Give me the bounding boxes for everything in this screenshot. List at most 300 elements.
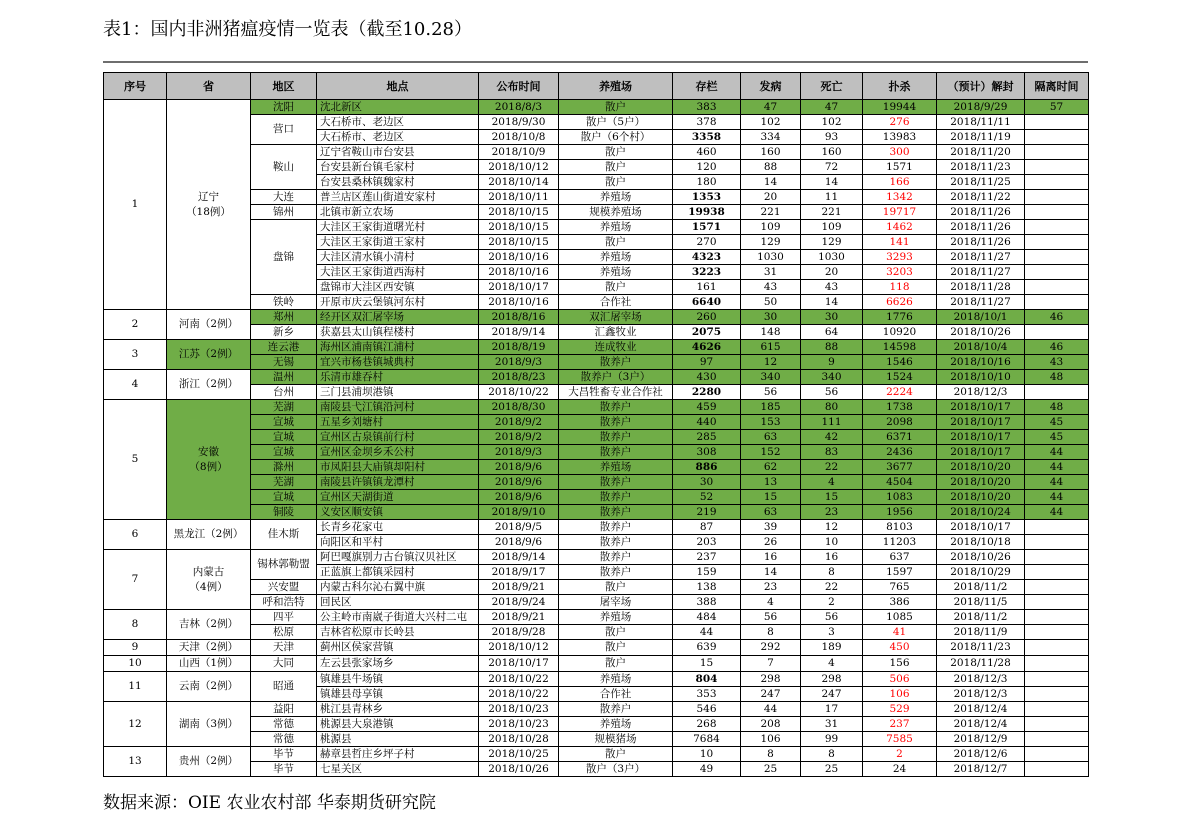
cell-farm-type: 散户 bbox=[559, 100, 673, 115]
cell-announce-date: 2018/10/17 bbox=[479, 656, 559, 672]
cell-unseal-date: 2018/12/9 bbox=[937, 732, 1025, 747]
cell-quarantine-days bbox=[1025, 762, 1089, 777]
cell-quarantine-days bbox=[1025, 687, 1089, 702]
cell-announce-date: 2018/10/8 bbox=[479, 130, 559, 145]
cell-sick: 106 bbox=[741, 732, 801, 747]
cell-culled: 637 bbox=[863, 550, 937, 565]
cell-province bbox=[167, 640, 251, 656]
cell-announce-date: 2018/8/23 bbox=[479, 370, 559, 385]
cell-region: 大同 bbox=[251, 656, 317, 672]
cell-sick: 109 bbox=[741, 220, 801, 235]
cell-farm-type: 散户 bbox=[559, 145, 673, 160]
cell-stock: 4323 bbox=[673, 250, 741, 265]
cell-unseal-date: 2018/11/28 bbox=[937, 656, 1025, 672]
cell-sick: 292 bbox=[741, 640, 801, 656]
cell-region: 天津 bbox=[251, 640, 317, 656]
province-label-line: （4例） bbox=[189, 580, 228, 593]
cell-culled: 1546 bbox=[863, 355, 937, 370]
cell-culled: 506 bbox=[863, 672, 937, 687]
cell-quarantine-days: 46 bbox=[1025, 310, 1089, 325]
cell-announce-date: 2018/9/14 bbox=[479, 325, 559, 340]
cell-dead: 12 bbox=[801, 520, 863, 535]
cell-sick: 23 bbox=[741, 580, 801, 595]
cell-stock: 804 bbox=[673, 672, 741, 687]
cell-quarantine-days bbox=[1025, 295, 1089, 310]
header-stock: 存栏 bbox=[673, 73, 741, 100]
cell-sick: 43 bbox=[741, 280, 801, 295]
cell-announce-date: 2018/8/3 bbox=[479, 100, 559, 115]
cell-farm-type: 散养户 bbox=[559, 550, 673, 565]
cell-dead: 56 bbox=[801, 610, 863, 625]
cell-sick: 39 bbox=[741, 520, 801, 535]
cell-place: 正蓝旗上都镇采园村 bbox=[317, 565, 479, 580]
cell-dead: 22 bbox=[801, 580, 863, 595]
cell-farm-type: 散户 bbox=[559, 625, 673, 640]
cell-culled: 7585 bbox=[863, 732, 937, 747]
table-row bbox=[104, 520, 1089, 535]
cell-culled: 8103 bbox=[863, 520, 937, 535]
table-row bbox=[104, 220, 1089, 235]
cell-unseal-date: 2018/10/16 bbox=[937, 355, 1025, 370]
cell-unseal-date: 2018/11/27 bbox=[937, 250, 1025, 265]
province-label-line: 贵州（2例） bbox=[178, 755, 239, 767]
cell-serial-no: 13 bbox=[104, 747, 167, 777]
cell-place: 乐清市雄吞村 bbox=[317, 370, 479, 385]
cell-dead: 8 bbox=[801, 565, 863, 580]
header-dead: 死亡 bbox=[801, 73, 863, 100]
cell-place: 沈北新区 bbox=[317, 100, 479, 115]
cell-unseal-date: 2018/10/17 bbox=[937, 445, 1025, 460]
cell-sick: 56 bbox=[741, 385, 801, 400]
table-row bbox=[104, 385, 1089, 400]
cell-region: 常德 bbox=[251, 732, 317, 747]
cell-region: 郑州 bbox=[251, 310, 317, 325]
table-row bbox=[104, 205, 1089, 220]
cell-culled: 1462 bbox=[863, 220, 937, 235]
cell-dead: 8 bbox=[801, 747, 863, 762]
cell-quarantine-days bbox=[1025, 625, 1089, 640]
cell-stock: 49 bbox=[673, 762, 741, 777]
cell-region: 无锡 bbox=[251, 355, 317, 370]
cell-culled: 1571 bbox=[863, 160, 937, 175]
cell-culled: 166 bbox=[863, 175, 937, 190]
cell-dead: 14 bbox=[801, 175, 863, 190]
cell-quarantine-days bbox=[1025, 580, 1089, 595]
cell-farm-type: 养殖场 bbox=[559, 190, 673, 205]
table-row bbox=[104, 145, 1089, 160]
cell-unseal-date: 2018/11/2 bbox=[937, 610, 1025, 625]
cell-culled: 10920 bbox=[863, 325, 937, 340]
cell-dead: 93 bbox=[801, 130, 863, 145]
cell-quarantine-days: 44 bbox=[1025, 445, 1089, 460]
cell-announce-date: 2018/9/6 bbox=[479, 535, 559, 550]
cell-unseal-date: 2018/11/28 bbox=[937, 280, 1025, 295]
cell-region: 常德 bbox=[251, 717, 317, 732]
cell-quarantine-days bbox=[1025, 160, 1089, 175]
cell-announce-date: 2018/9/17 bbox=[479, 565, 559, 580]
province-label-line: 云南（2例） bbox=[178, 680, 239, 692]
cell-farm-type: 散养户 bbox=[559, 355, 673, 370]
table-row bbox=[104, 295, 1089, 310]
cell-province bbox=[167, 100, 251, 310]
header-province: 省 bbox=[167, 73, 251, 100]
cell-dead: 1030 bbox=[801, 250, 863, 265]
cell-culled: 2 bbox=[863, 747, 937, 762]
cell-culled: 41 bbox=[863, 625, 937, 640]
cell-place: 七星关区 bbox=[317, 762, 479, 777]
cell-unseal-date: 2018/12/7 bbox=[937, 762, 1025, 777]
cell-sick: 1030 bbox=[741, 250, 801, 265]
cell-stock: 19938 bbox=[673, 205, 741, 220]
outbreak-table bbox=[103, 72, 1089, 777]
cell-stock: 285 bbox=[673, 430, 741, 445]
cell-announce-date: 2018/9/5 bbox=[479, 520, 559, 535]
cell-culled: 141 bbox=[863, 235, 937, 250]
cell-place: 五星乡刘塘村 bbox=[317, 415, 479, 430]
cell-stock: 2280 bbox=[673, 385, 741, 400]
table-row bbox=[104, 115, 1089, 130]
cell-announce-date: 2018/10/11 bbox=[479, 190, 559, 205]
cell-farm-type: 连成牧业 bbox=[559, 340, 673, 355]
cell-region: 呼和浩特 bbox=[251, 595, 317, 610]
cell-quarantine-days bbox=[1025, 235, 1089, 250]
cell-quarantine-days: 44 bbox=[1025, 490, 1089, 505]
cell-culled: 2224 bbox=[863, 385, 937, 400]
province-label-line: 吉林（2例） bbox=[178, 618, 239, 630]
cell-dead: 189 bbox=[801, 640, 863, 656]
table-row bbox=[104, 415, 1089, 430]
province-label-line: （8例） bbox=[189, 460, 228, 473]
table-row bbox=[104, 430, 1089, 445]
cell-place: 大洼区王家街道王家村 bbox=[317, 235, 479, 250]
cell-dead: 99 bbox=[801, 732, 863, 747]
cell-unseal-date: 2018/10/29 bbox=[937, 565, 1025, 580]
cell-unseal-date: 2018/12/3 bbox=[937, 385, 1025, 400]
cell-farm-type: 养殖场 bbox=[559, 220, 673, 235]
cell-unseal-date: 2018/10/17 bbox=[937, 400, 1025, 415]
cell-dead: 298 bbox=[801, 672, 863, 687]
cell-quarantine-days bbox=[1025, 656, 1089, 672]
cell-serial-no: 1 bbox=[104, 100, 167, 310]
cell-province bbox=[167, 400, 251, 520]
cell-dead: 88 bbox=[801, 340, 863, 355]
cell-stock: 161 bbox=[673, 280, 741, 295]
cell-stock: 308 bbox=[673, 445, 741, 460]
cell-farm-type: 养殖场 bbox=[559, 717, 673, 732]
cell-quarantine-days bbox=[1025, 520, 1089, 535]
cell-farm-type: 散养户 bbox=[559, 430, 673, 445]
cell-region: 益阳 bbox=[251, 702, 317, 717]
table-row bbox=[104, 445, 1089, 460]
cell-place: 南陵县许镇镇龙潭村 bbox=[317, 475, 479, 490]
top-rule bbox=[103, 61, 1088, 63]
cell-sick: 63 bbox=[741, 430, 801, 445]
cell-dead: 23 bbox=[801, 505, 863, 520]
cell-unseal-date: 2018/11/20 bbox=[937, 145, 1025, 160]
cell-sick: 185 bbox=[741, 400, 801, 415]
cell-region: 兴安盟 bbox=[251, 580, 317, 595]
cell-stock: 459 bbox=[673, 400, 741, 415]
cell-sick: 153 bbox=[741, 415, 801, 430]
cell-farm-type: 散户 bbox=[559, 160, 673, 175]
cell-quarantine-days: 45 bbox=[1025, 430, 1089, 445]
province-label-line: 安徽 bbox=[198, 445, 219, 458]
cell-unseal-date: 2018/10/18 bbox=[937, 535, 1025, 550]
cell-culled: 118 bbox=[863, 280, 937, 295]
cell-sick: 62 bbox=[741, 460, 801, 475]
cell-announce-date: 2018/10/25 bbox=[479, 747, 559, 762]
cell-stock: 353 bbox=[673, 687, 741, 702]
cell-stock: 120 bbox=[673, 160, 741, 175]
cell-stock: 378 bbox=[673, 115, 741, 130]
cell-dead: 17 bbox=[801, 702, 863, 717]
cell-quarantine-days bbox=[1025, 565, 1089, 580]
cell-dead: 30 bbox=[801, 310, 863, 325]
cell-sick: 44 bbox=[741, 702, 801, 717]
cell-culled: 1342 bbox=[863, 190, 937, 205]
cell-quarantine-days bbox=[1025, 702, 1089, 717]
header-announce-date: 公布时间 bbox=[479, 73, 559, 100]
cell-province bbox=[167, 610, 251, 640]
cell-stock: 180 bbox=[673, 175, 741, 190]
cell-sick: 12 bbox=[741, 355, 801, 370]
cell-sick: 50 bbox=[741, 295, 801, 310]
cell-unseal-date: 2018/10/1 bbox=[937, 310, 1025, 325]
cell-farm-type: 散户 bbox=[559, 656, 673, 672]
cell-farm-type: 养殖场 bbox=[559, 460, 673, 475]
cell-place: 大洼区王家街道西海村 bbox=[317, 265, 479, 280]
cell-unseal-date: 2018/10/17 bbox=[937, 415, 1025, 430]
cell-place: 辽宁省鞍山市台安县 bbox=[317, 145, 479, 160]
cell-culled: 3677 bbox=[863, 460, 937, 475]
cell-farm-type: 规模养殖场 bbox=[559, 205, 673, 220]
cell-place: 宣州区金坝乡禾公村 bbox=[317, 445, 479, 460]
cell-region: 松原 bbox=[251, 625, 317, 640]
cell-farm-type: 养殖场 bbox=[559, 672, 673, 687]
cell-place: 向阳区和平村 bbox=[317, 535, 479, 550]
cell-region: 宣城 bbox=[251, 415, 317, 430]
cell-place: 宜兴市杨巷镇城典村 bbox=[317, 355, 479, 370]
cell-dead: 111 bbox=[801, 415, 863, 430]
table-row bbox=[104, 505, 1089, 520]
cell-farm-type: 合作社 bbox=[559, 295, 673, 310]
cell-quarantine-days: 48 bbox=[1025, 370, 1089, 385]
cell-dead: 16 bbox=[801, 550, 863, 565]
cell-region: 大连 bbox=[251, 190, 317, 205]
cell-region: 毕节 bbox=[251, 747, 317, 762]
table-row bbox=[104, 595, 1089, 610]
cell-farm-type: 散户 bbox=[559, 235, 673, 250]
cell-quarantine-days: 57 bbox=[1025, 100, 1089, 115]
cell-announce-date: 2018/9/6 bbox=[479, 460, 559, 475]
cell-culled: 1956 bbox=[863, 505, 937, 520]
cell-region: 铁岭 bbox=[251, 295, 317, 310]
cell-announce-date: 2018/8/19 bbox=[479, 340, 559, 355]
table-row bbox=[104, 310, 1089, 325]
cell-stock: 87 bbox=[673, 520, 741, 535]
cell-dead: 4 bbox=[801, 656, 863, 672]
page-title: 表1：国内非洲猪瘟疫情一览表（截至10.28） bbox=[103, 19, 472, 40]
cell-sick: 152 bbox=[741, 445, 801, 460]
cell-place: 大洼区王家街道曙光村 bbox=[317, 220, 479, 235]
cell-stock: 97 bbox=[673, 355, 741, 370]
cell-stock: 30 bbox=[673, 475, 741, 490]
province-label-line: 内蒙古 bbox=[192, 565, 225, 578]
cell-announce-date: 2018/9/2 bbox=[479, 415, 559, 430]
cell-place: 大洼区清水镇小清村 bbox=[317, 250, 479, 265]
cell-unseal-date: 2018/10/26 bbox=[937, 550, 1025, 565]
cell-sick: 14 bbox=[741, 175, 801, 190]
cell-quarantine-days bbox=[1025, 250, 1089, 265]
header-culled: 扑杀 bbox=[863, 73, 937, 100]
province-label-line: 河南（2例） bbox=[178, 318, 239, 330]
table-row bbox=[104, 190, 1089, 205]
province-label-line: 湖南（3例） bbox=[178, 717, 239, 730]
cell-farm-type: 养殖场 bbox=[559, 610, 673, 625]
cell-serial-no: 8 bbox=[104, 610, 167, 640]
cell-announce-date: 2018/8/16 bbox=[479, 310, 559, 325]
cell-culled: 24 bbox=[863, 762, 937, 777]
cell-unseal-date: 2018/12/3 bbox=[937, 687, 1025, 702]
cell-culled: 6371 bbox=[863, 430, 937, 445]
cell-announce-date: 2018/9/24 bbox=[479, 595, 559, 610]
cell-serial-no: 2 bbox=[104, 310, 167, 340]
cell-quarantine-days bbox=[1025, 115, 1089, 130]
cell-place: 北镇市新立农场 bbox=[317, 205, 479, 220]
cell-sick: 56 bbox=[741, 610, 801, 625]
cell-serial-no: 7 bbox=[104, 550, 167, 610]
table-row bbox=[104, 460, 1089, 475]
cell-culled: 2436 bbox=[863, 445, 937, 460]
cell-culled: 4504 bbox=[863, 475, 937, 490]
cell-province bbox=[167, 340, 251, 370]
cell-culled: 450 bbox=[863, 640, 937, 656]
cell-stock: 44 bbox=[673, 625, 741, 640]
cell-announce-date: 2018/10/16 bbox=[479, 295, 559, 310]
cell-sick: 14 bbox=[741, 565, 801, 580]
cell-stock: 4626 bbox=[673, 340, 741, 355]
cell-stock: 1571 bbox=[673, 220, 741, 235]
cell-announce-date: 2018/10/23 bbox=[479, 702, 559, 717]
cell-dead: 43 bbox=[801, 280, 863, 295]
cell-farm-type: 散户（6个村） bbox=[559, 130, 673, 145]
table-row bbox=[104, 355, 1089, 370]
cell-announce-date: 2018/9/21 bbox=[479, 580, 559, 595]
cell-announce-date: 2018/10/15 bbox=[479, 205, 559, 220]
cell-quarantine-days bbox=[1025, 610, 1089, 625]
cell-province bbox=[167, 520, 251, 550]
cell-quarantine-days bbox=[1025, 220, 1089, 235]
cell-announce-date: 2018/10/22 bbox=[479, 687, 559, 702]
cell-place: 开原市庆云堡镇河东村 bbox=[317, 295, 479, 310]
province-label-line: 天津（2例） bbox=[178, 641, 239, 653]
cell-sick: 4 bbox=[741, 595, 801, 610]
header-sick: 发病 bbox=[741, 73, 801, 100]
cell-sick: 221 bbox=[741, 205, 801, 220]
cell-place: 宣州区天湖街道 bbox=[317, 490, 479, 505]
cell-stock: 430 bbox=[673, 370, 741, 385]
cell-place: 赫章县哲庄乡坪子村 bbox=[317, 747, 479, 762]
cell-farm-type: 散养户 bbox=[559, 565, 673, 580]
cell-region: 芜湖 bbox=[251, 400, 317, 415]
cell-province bbox=[167, 550, 251, 610]
cell-culled: 1738 bbox=[863, 400, 937, 415]
cell-place: 桃源县大泉港镇 bbox=[317, 717, 479, 732]
cell-farm-type: 散户 bbox=[559, 580, 673, 595]
cell-place: 内蒙古科尔沁右翼中旗 bbox=[317, 580, 479, 595]
cell-sick: 298 bbox=[741, 672, 801, 687]
cell-culled: 19717 bbox=[863, 205, 937, 220]
cell-dead: 31 bbox=[801, 717, 863, 732]
cell-place: 经开区双汇屠宰场 bbox=[317, 310, 479, 325]
cell-province bbox=[167, 310, 251, 340]
cell-place: 义安区顺安镇 bbox=[317, 505, 479, 520]
cell-unseal-date: 2018/10/10 bbox=[937, 370, 1025, 385]
cell-farm-type: 合作社 bbox=[559, 687, 673, 702]
cell-stock: 639 bbox=[673, 640, 741, 656]
table-row bbox=[104, 400, 1089, 415]
cell-announce-date: 2018/10/9 bbox=[479, 145, 559, 160]
cell-quarantine-days bbox=[1025, 717, 1089, 732]
table-row bbox=[104, 747, 1089, 762]
cell-announce-date: 2018/9/10 bbox=[479, 505, 559, 520]
cell-farm-type: 汇鑫牧业 bbox=[559, 325, 673, 340]
cell-region: 宣城 bbox=[251, 445, 317, 460]
cell-place: 三门县浦坝港镇 bbox=[317, 385, 479, 400]
cell-province bbox=[167, 672, 251, 702]
cell-sick: 208 bbox=[741, 717, 801, 732]
cell-announce-date: 2018/9/30 bbox=[479, 115, 559, 130]
cell-stock: 268 bbox=[673, 717, 741, 732]
cell-dead: 11 bbox=[801, 190, 863, 205]
header-serial-no: 序号 bbox=[104, 73, 167, 100]
cell-announce-date: 2018/9/21 bbox=[479, 610, 559, 625]
cell-unseal-date: 2018/11/26 bbox=[937, 220, 1025, 235]
table-row bbox=[104, 640, 1089, 656]
cell-culled: 1524 bbox=[863, 370, 937, 385]
cell-place: 获嘉县太山镇程楼村 bbox=[317, 325, 479, 340]
cell-farm-type: 屠宰场 bbox=[559, 595, 673, 610]
cell-region: 沈阳 bbox=[251, 100, 317, 115]
cell-unseal-date: 2018/9/29 bbox=[937, 100, 1025, 115]
cell-stock: 546 bbox=[673, 702, 741, 717]
cell-region: 营口 bbox=[251, 115, 317, 145]
cell-region: 毕节 bbox=[251, 762, 317, 777]
cell-sick: 88 bbox=[741, 160, 801, 175]
cell-unseal-date: 2018/12/6 bbox=[937, 747, 1025, 762]
cell-announce-date: 2018/9/3 bbox=[479, 355, 559, 370]
cell-farm-type: 散养户 bbox=[559, 415, 673, 430]
cell-serial-no: 9 bbox=[104, 640, 167, 656]
source-note: 数据来源：OIE 农业农村部 华泰期货研究院 bbox=[103, 793, 436, 813]
table-row bbox=[104, 325, 1089, 340]
cell-sick: 334 bbox=[741, 130, 801, 145]
cell-unseal-date: 2018/11/23 bbox=[937, 640, 1025, 656]
cell-place: 桃源县 bbox=[317, 732, 479, 747]
cell-place: 盘锦市大洼区西安镇 bbox=[317, 280, 479, 295]
cell-culled: 1597 bbox=[863, 565, 937, 580]
cell-culled: 276 bbox=[863, 115, 937, 130]
cell-sick: 7 bbox=[741, 656, 801, 672]
cell-place: 海州区浦南镇江浦村 bbox=[317, 340, 479, 355]
cell-stock: 260 bbox=[673, 310, 741, 325]
cell-quarantine-days bbox=[1025, 145, 1089, 160]
cell-culled: 106 bbox=[863, 687, 937, 702]
cell-dead: 25 bbox=[801, 762, 863, 777]
cell-sick: 160 bbox=[741, 145, 801, 160]
cell-unseal-date: 2018/10/20 bbox=[937, 490, 1025, 505]
table-row bbox=[104, 762, 1089, 777]
